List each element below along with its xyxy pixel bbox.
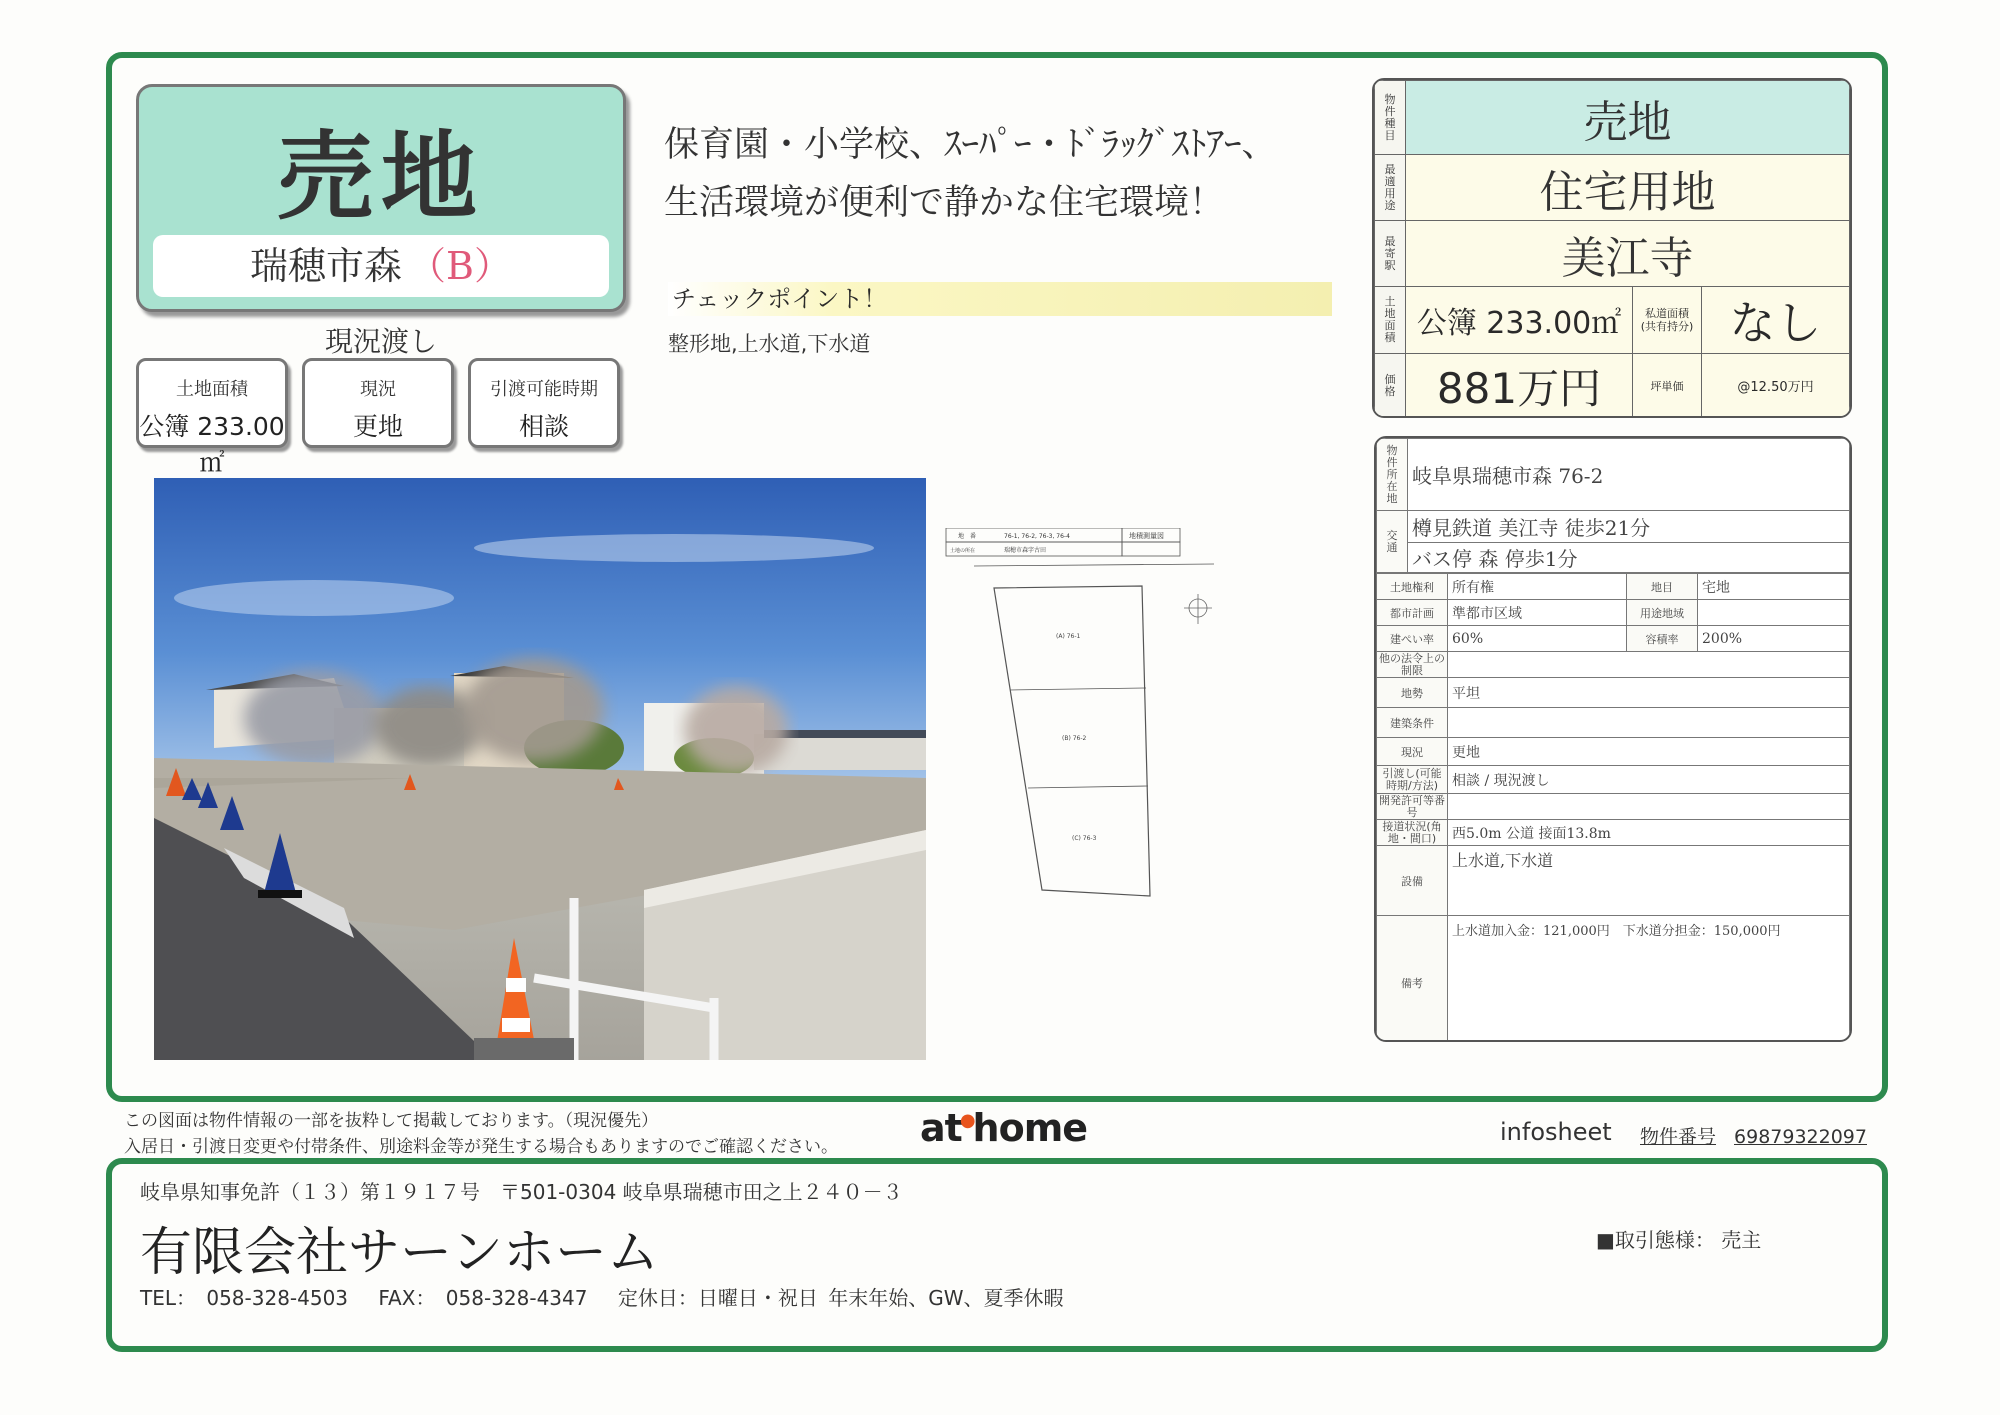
logo-dot-icon: ●: [959, 1110, 975, 1131]
disclaimer: [124, 1108, 838, 1160]
plan-title: 地積測量図: [1129, 532, 1164, 540]
handover-time-label: 引渡可能時期: [490, 379, 598, 400]
land-category-label: 地目: [1627, 574, 1698, 600]
plan-lot-a: (A) 76-1: [1056, 633, 1081, 640]
disclaimer-line-2: 入居日・引渡日変更や付帯条件、別途料金等が発生する場合もありますのでご確認ください。: [124, 1137, 838, 1157]
company-name: 有限会社サーンホーム: [140, 1223, 659, 1283]
terrain-label: 地勢: [1377, 678, 1448, 708]
detail-location-value: 岐阜県瑞穂市森 76-2: [1408, 439, 1850, 511]
plan-lot-c: (C) 76-3: [1072, 835, 1097, 842]
city-plan-label: 都市計画: [1377, 600, 1448, 626]
spec-station-label: 最寄駅: [1384, 234, 1396, 272]
remarks-value: 上水道加入金：121,000円 下水道分担金：150,000円: [1448, 916, 1850, 1043]
property-number-label: 物件番号: [1640, 1126, 1717, 1148]
land-area-label: 土地面積: [176, 379, 248, 400]
facility-value: 上水道,下水道: [1448, 846, 1850, 916]
property-type-title: 売地: [277, 121, 485, 233]
detail-row-other-laws: [1377, 652, 1850, 678]
spec-price-label: 価格: [1384, 372, 1396, 398]
handover-label: 引渡し(可能時期/方法): [1377, 766, 1448, 794]
detail-row-remarks: [1377, 916, 1850, 1043]
title-card: [136, 84, 626, 312]
bcr-value: 60%: [1448, 626, 1627, 652]
spec-type-value: 売地: [1406, 81, 1850, 155]
company-contact: TEL： 058-328-4503 FAX： 058-328-4347 定休日：日曜日・祝日 年末年始、GW、夏季休暇: [140, 1286, 1064, 1310]
detail-row-permit: [1377, 794, 1850, 820]
current-status-value: 更地: [352, 412, 403, 441]
plan-header-lots: 76-1, 76-2, 76-3, 76-4: [1004, 533, 1070, 540]
status-label: 現況: [1377, 738, 1448, 766]
bcr-label: 建ぺい率: [1377, 626, 1448, 652]
plan-header-left: 地 番: [958, 533, 977, 540]
spec-price-value: 881万円: [1406, 354, 1633, 418]
zoning-label: 用途地域: [1627, 600, 1698, 626]
spec-table: [1372, 78, 1852, 418]
building-cond-value: [1448, 708, 1850, 738]
detail-row-traffic-1: [1377, 511, 1850, 543]
detail-row-land-rights: [1377, 574, 1850, 600]
building-cond-label: 建築条件: [1377, 708, 1448, 738]
spec-unit-price-value: @12.50万円: [1702, 354, 1850, 418]
permit-value: [1448, 794, 1850, 820]
area-name: 瑞穂市森: [250, 244, 403, 288]
detail-row-facility: [1377, 846, 1850, 916]
logo-home: home: [972, 1106, 1088, 1150]
transaction-type: ■取引態様： 売主: [1596, 1228, 1762, 1252]
detail-row-city-plan: [1377, 600, 1850, 626]
land-rights-value: 所有権: [1448, 574, 1627, 600]
plan-location: 瑞穂市森字古田: [1004, 547, 1047, 554]
detail-row-status: [1377, 738, 1850, 766]
land-area-value: 公簿 233.00㎡: [139, 412, 285, 477]
current-status-box: [302, 358, 454, 448]
infosheet-label: infosheet: [1500, 1118, 1612, 1146]
detail-row-handover: [1377, 766, 1850, 794]
spec-private-road-label: 私道面積: [1645, 307, 1689, 320]
detail-row-building-cond: [1377, 708, 1850, 738]
detail-row-traffic-2: [1377, 543, 1850, 573]
spec-row-use: [1375, 155, 1850, 221]
spec-type-label: 物件種目: [1384, 92, 1396, 142]
headline-line-2: 生活環境が便利で静かな住宅環境！: [664, 183, 1225, 223]
detail-row-terrain: [1377, 678, 1850, 708]
detail-traffic-1: 樽見鉄道 美江寺 徒歩21分: [1408, 511, 1850, 543]
land-category-value: 宅地: [1698, 574, 1850, 600]
other-laws-value: [1448, 652, 1850, 678]
far-value: 200%: [1698, 626, 1850, 652]
spec-row-price: [1375, 354, 1850, 418]
land-area-box: [136, 358, 288, 477]
spec-row-area: [1375, 287, 1850, 354]
spec-station-value: 美江寺: [1406, 221, 1850, 287]
remarks-label: 備考: [1377, 916, 1448, 1043]
land-rights-label: 土地権利: [1377, 574, 1448, 600]
detail-row-road: [1377, 820, 1850, 846]
property-number-value: 69879322097: [1734, 1126, 1867, 1148]
zoning-value: [1698, 600, 1850, 626]
road-label: 接道状況(角地・間口): [1377, 820, 1448, 846]
detail-row-bcr: [1377, 626, 1850, 652]
status-value: 更地: [1448, 738, 1850, 766]
athome-logo: [920, 1106, 1087, 1150]
area-name-box: [153, 235, 609, 297]
facility-label: 設備: [1377, 846, 1448, 916]
spec-unit-price-label: 坪単価: [1633, 354, 1702, 418]
detail-location-label: 物件所在地: [1386, 443, 1398, 505]
area-tag: （B）: [408, 244, 512, 288]
condition-label: 現況渡し: [324, 325, 437, 358]
checkpoint-text: 整形地,上水道,下水道: [668, 332, 871, 356]
terrain-value: 平坦: [1448, 678, 1850, 708]
spec-row-station: [1375, 221, 1850, 287]
spec-use-value: 住宅用地: [1406, 155, 1850, 221]
spec-area-value: 公簿 233.00㎡: [1406, 287, 1633, 354]
spec-use-label: 最適用途: [1384, 162, 1396, 212]
plan-location-label: 土地の所在: [950, 548, 976, 554]
spec-row-type: [1375, 81, 1850, 155]
handover-value: 相談 / 現況渡し: [1448, 766, 1850, 794]
road-value: 西5.0m 公道 接面13.8m: [1448, 820, 1850, 846]
detail-table: [1374, 436, 1852, 1042]
checkpoint-title: チェックポイント！: [668, 282, 1332, 316]
detail-traffic-2: バス停 森 停歩1分: [1408, 543, 1850, 573]
far-label: 容積率: [1627, 626, 1698, 652]
license-address: 岐阜県知事免許（１３）第１９１７号 〒501-0304 岐阜県瑞穂市田之上２４０－３: [140, 1180, 903, 1204]
spec-private-road-value: なし: [1702, 287, 1850, 354]
spec-area-label: 土地面積: [1384, 295, 1396, 344]
property-photo: [154, 478, 926, 1060]
permit-label: 開発許可等番号: [1377, 794, 1448, 820]
current-status-label: 現況: [360, 379, 396, 400]
logo-at: at: [920, 1106, 962, 1150]
city-plan-value: 準都市区域: [1448, 600, 1627, 626]
handover-time-value: 相談: [518, 412, 569, 441]
headline-line-1: 保育園・小学校、ｽｰﾊﾟｰ・ﾄﾞﾗｯｸﾞｽﾄｱｰ、: [664, 125, 1277, 165]
property-number: [1640, 1122, 1867, 1149]
other-laws-label: 他の法令上の制限: [1377, 652, 1448, 678]
detail-traffic-label: 交通: [1386, 528, 1398, 554]
detail-row-location: [1377, 439, 1850, 511]
property-photo-image: [154, 478, 926, 1060]
plan-lot-b: (B) 76-2: [1062, 735, 1087, 742]
handover-time-box: [468, 358, 620, 448]
survey-plan: [944, 528, 1226, 918]
spec-private-road-sub: (共有持分): [1640, 320, 1694, 333]
disclaimer-line-1: この図面は物件情報の一部を抜粋して掲載しております。（現況優先）: [124, 1111, 659, 1131]
headline: [664, 116, 1344, 232]
